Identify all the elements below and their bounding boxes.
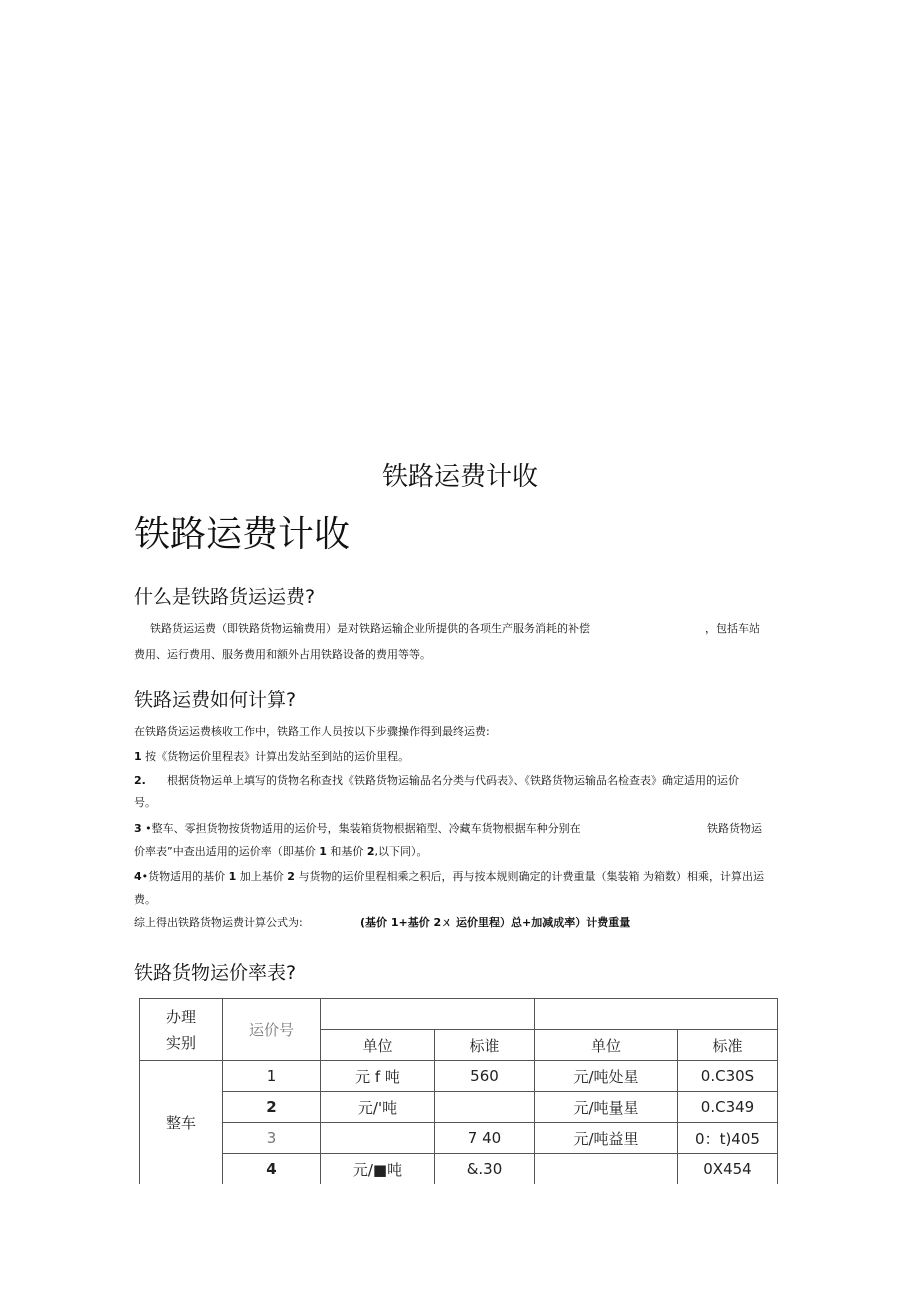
unit-1: 元 f 吨 bbox=[321, 1061, 435, 1092]
step-2-line1: 根据货物运单上填写的货物名称查找《铁路货物运输品名分类与代码表》、《铁路货物运输品名检查表》确定适用的运价 bbox=[167, 774, 739, 787]
step-2-number: 2. bbox=[134, 774, 146, 787]
formula-label: 综上得出铁路货物运费计算公式为: bbox=[134, 916, 303, 929]
step-3-line1-text: •整车、零担货物按货物适用的运价号，集装箱货物根据箱型、冷藏车货物根据车种分别在 bbox=[141, 822, 581, 835]
header-standard-1: 标谁 bbox=[435, 1030, 535, 1061]
unit-2: 元/吨处星 bbox=[535, 1061, 678, 1092]
header-standard-2: 标准 bbox=[678, 1030, 778, 1061]
step-3-line2-e: ,以下同）。 bbox=[374, 845, 428, 858]
group-label-whole-car: 整车 bbox=[140, 1061, 223, 1185]
step-3-number: 3 bbox=[134, 822, 142, 835]
rate-no: 3 bbox=[223, 1123, 321, 1154]
calc-step-1 bbox=[134, 750, 409, 764]
header-base2-group bbox=[535, 999, 778, 1030]
formula-value: (基价 1+基价 2ㄨ 运价里程）总+加减成率）计费重量 bbox=[360, 916, 631, 929]
header-handling-type-line1: 办理 bbox=[165, 1007, 196, 1026]
table-row bbox=[140, 1061, 778, 1092]
para-definition-line2: 费用、运行费用、服务费用和额外占用铁路设备的费用等等。 bbox=[134, 648, 431, 661]
unit-1: 元/'吨 bbox=[321, 1092, 435, 1123]
para-definition-line1 bbox=[150, 622, 590, 636]
table-row bbox=[140, 1123, 778, 1154]
standard-2: 0.C30S bbox=[678, 1061, 778, 1092]
unit-1 bbox=[321, 1123, 435, 1154]
rate-table bbox=[139, 998, 778, 1184]
calc-step-4-line1 bbox=[134, 870, 764, 884]
rate-no: 4 bbox=[223, 1154, 321, 1185]
step-3-line2-b: 1 bbox=[319, 845, 327, 858]
step-4-a: •货物适用的基价 bbox=[141, 870, 229, 883]
standard-1 bbox=[435, 1092, 535, 1123]
unit-2 bbox=[535, 1154, 678, 1185]
step-4-c: 加上基价 bbox=[236, 870, 288, 883]
table-row bbox=[140, 1154, 778, 1185]
step-2-line2: 号。 bbox=[134, 796, 156, 809]
step-4-d: 2 bbox=[287, 870, 295, 883]
step-4-line2: 费。 bbox=[134, 893, 156, 906]
step-3-line1-tail: 铁路货物运 bbox=[707, 822, 762, 835]
step-4-number: 4 bbox=[134, 870, 142, 883]
standard-2: 0X454 bbox=[678, 1154, 778, 1185]
standard-1: 560 bbox=[435, 1061, 535, 1092]
header-handling-type bbox=[140, 999, 223, 1061]
section-heading-what-is: 什么是铁路货运运费? bbox=[134, 586, 316, 608]
unit-1: 元/■吨 bbox=[321, 1154, 435, 1185]
step-3-line2-c: 和基价 bbox=[326, 845, 367, 858]
rate-no: 2 bbox=[223, 1092, 321, 1123]
header-base1-group bbox=[321, 999, 535, 1030]
calc-step-3-line1 bbox=[134, 822, 581, 836]
header-rate-number: 运价号 bbox=[223, 999, 321, 1061]
table-row bbox=[140, 1092, 778, 1123]
step-1-text: 按《货物运价里程表》计算出发站至到站的运价里程。 bbox=[141, 750, 410, 763]
calc-step-3-line2 bbox=[134, 845, 428, 859]
main-heading: 铁路运费计收 bbox=[134, 514, 351, 555]
calc-intro: 在铁路货运运费核收工作中，铁路工作人员按以下步骤操作得到最终运费: bbox=[134, 725, 490, 738]
header-unit-2: 单位 bbox=[535, 1030, 678, 1061]
step-3-line2-a: 价率表”中查出适用的运价率（即基价 bbox=[134, 845, 320, 858]
unit-2: 元/吨量星 bbox=[535, 1092, 678, 1123]
step-4-e: 与货物的运价里程相乘之积后，再与按本规则确定的计费重量（集装箱 为箱数）相乘，计算出运 bbox=[294, 870, 764, 883]
header-unit-1: 单位 bbox=[321, 1030, 435, 1061]
standard-1: 7 40 bbox=[435, 1123, 535, 1154]
section-heading-how-calc: 铁路运费如何计算? bbox=[134, 689, 297, 711]
standard-1: &.30 bbox=[435, 1154, 535, 1185]
standard-2: 0：t)405 bbox=[678, 1123, 778, 1154]
standard-2: 0.C349 bbox=[678, 1092, 778, 1123]
page-title: 铁路运费计收 bbox=[381, 462, 538, 492]
unit-2: 元/吨益里 bbox=[535, 1123, 678, 1154]
para-definition-text-a: 铁路货运运费（即铁路货物运输费用）是对铁路运输企业所提供的各项生产服务消耗的补偿 bbox=[150, 622, 590, 635]
step-1-number: 1 bbox=[134, 750, 142, 763]
section-heading-rate-table: 铁路货物运价率表? bbox=[134, 962, 297, 984]
para-definition-text-b: ，包括车站 bbox=[705, 622, 760, 635]
step-4-b: 1 bbox=[228, 870, 237, 883]
header-handling-type-line2: 实别 bbox=[165, 1033, 196, 1052]
rate-no: 1 bbox=[223, 1061, 321, 1092]
step-3-line2-d: 2 bbox=[366, 845, 375, 858]
